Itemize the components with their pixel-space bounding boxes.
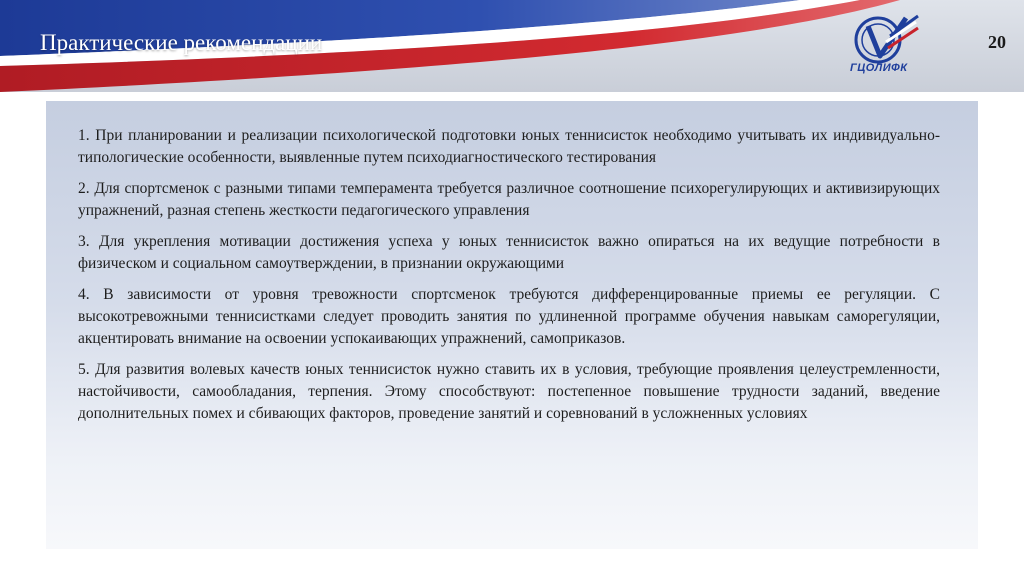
recommendation-item: 1. При планировании и реализации психологической подготовки юных теннисисток необходимо учитывать их индивидуально-типологические особенности, выявленные путем психодиагностического тестирования <box>78 127 940 166</box>
recommendation-item: 4. В зависимости от уровня тревожности спортсменок требуются дифференцированные приемы ее регуляции. С высокотревожными теннисистками следует проводить занятия по удлиненной программе обучения навыкам саморегуляции, акцентировать внимание на освоении успокаивающих упражнений, самоприказов. <box>78 286 940 347</box>
logo-text: ГЦОЛИФК <box>850 62 908 74</box>
page-number: 20 <box>988 32 1006 52</box>
page-title: Практические рекомендации <box>40 30 323 55</box>
recommendation-item: 5. Для развития волевых качеств юных теннисисток нужно ставить их в условия, требующие проявления целеустремленности, настойчивости, самообладания, терпения. Этому способствуют: постепенное повышение трудности заданий, введение дополнительных помех и сбивающих факторов, проведение занятий и соревнований в усложненных условиях <box>78 361 940 422</box>
recommendation-item: 3. Для укрепления мотивации достижения успеха у юных теннисисток важно опираться на их ведущие потребности в физическом и социальном самоутверждении, в признании окружающими <box>78 233 940 272</box>
recommendation-item: 2. Для спортсменок с разными типами темперамента требуется различное соотношение психорегулирующих и активизирующих упражнений, разная степень жесткости педагогического управления <box>78 180 940 219</box>
slide-header <box>0 0 1024 92</box>
recommendations-panel <box>46 101 978 549</box>
